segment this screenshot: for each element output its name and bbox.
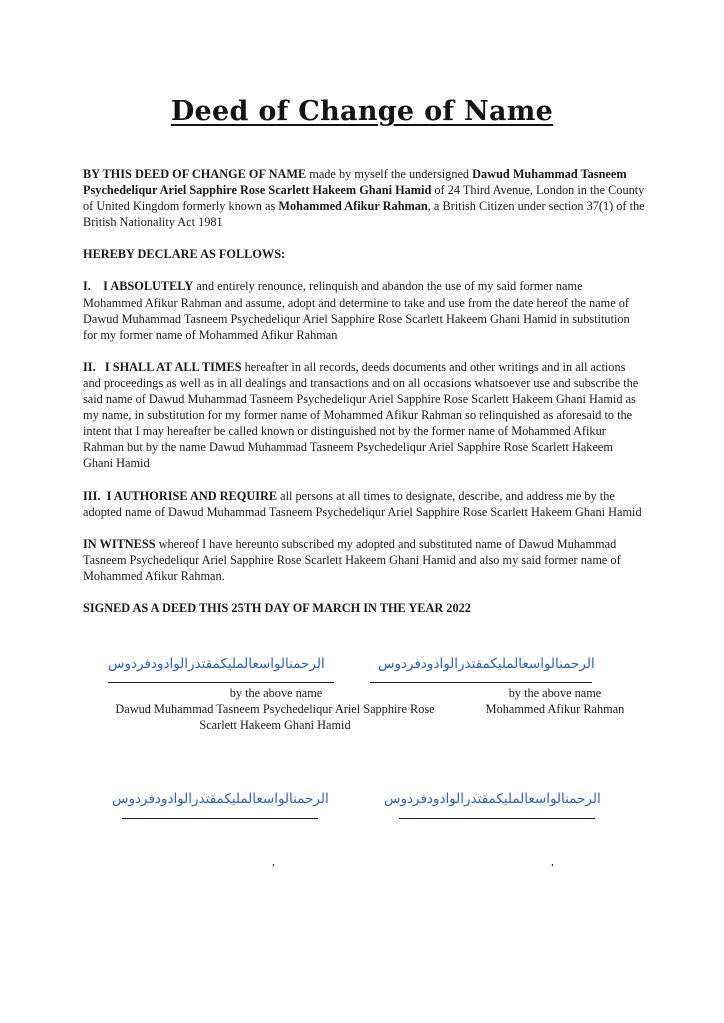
signature-left: الرحمنالواسعالمليكمقتدرالوادودفردوس bbox=[108, 656, 325, 672]
by-label-left: by the above name bbox=[229, 686, 323, 700]
witness-line-left bbox=[122, 818, 318, 819]
intro-text-3: , a British Citizen under section 37(1) of the British Nationality Act 1981 bbox=[83, 199, 645, 230]
witness-comma-right: , bbox=[551, 854, 554, 868]
intro-paragraph bbox=[83, 166, 645, 230]
declare-heading: HEREBY DECLARE AS FOLLOWS: bbox=[83, 247, 286, 262]
clause-3 bbox=[83, 488, 645, 520]
witness-line-right bbox=[399, 818, 595, 819]
clause-1-text: and entirely renounce, relinquish and abandon the use of my said former name Mohammed Afikur Rahman and assume, adopt and determine to take and use from the date hereof the name of Dawud Muhammad Tasneem Psychedeliqur Ariel Sapphire Rose Scarlett Hakeem Ghani Hamid in substitution for my former name of Mohammed Afikur Rahman bbox=[83, 279, 630, 342]
title-text: Deed of Change of Name bbox=[170, 96, 554, 127]
intro-text-1: made by myself the undersigned bbox=[306, 167, 473, 181]
old-name: Mohammed Afikur Rahman bbox=[278, 199, 428, 214]
witness-signature-left: الرحمنالواسعالمليكمقتدرالوادودفردوس bbox=[112, 791, 329, 807]
intro-lead: BY THIS DEED OF CHANGE OF NAME bbox=[83, 167, 307, 181]
clause-2 bbox=[83, 359, 645, 472]
signature-right: الرحمنالواسعالمليكمقتدرالوادودفردوس bbox=[378, 656, 595, 672]
new-name: Dawud Muhammad Tasneem Psychedeliqur Ariel Sapphire Rose Scarlett Hakeem Ghani Hamid bbox=[83, 167, 627, 198]
clause-1 bbox=[83, 278, 645, 342]
witness-paragraph bbox=[83, 536, 645, 584]
by-label-right: by the above name bbox=[508, 686, 602, 700]
clause-2-text: hereafter in all records, deeds documents and other writings and in all actions and proceedings as well as in all dealings and transactions and on all occasions whatsoever use and subscribe the said name of Dawud Muhammad Tasneem Psychedeliqur Ariel Sapphire Rose Scarlett Hakeem Ghani Hamid as my name, in substitution for my former name of Mohammed Afikur Rahman so relinquished as aforesaid to the intent that I may hereafter be called known or distinguished not by the former name of Mohammed Afikur Rahman but by the name Dawud Muhammad Tasneem Psychedeliqur Ariel Sapphire Rose Scarlett Hakeem Ghani Hamid bbox=[83, 359, 639, 471]
signed-line: SIGNED AS A DEED THIS 25TH DAY OF MARCH IN THE YEAR 2022 bbox=[83, 600, 471, 615]
signatory-name-right: Mohammed Afikur Rahman bbox=[485, 702, 625, 716]
signature-line-right bbox=[370, 682, 592, 683]
deed-body bbox=[83, 166, 645, 632]
witness-comma-left: , bbox=[272, 854, 275, 868]
witness-signature-right: الرحمنالواسعالمليكمقتدرالوادودفردوس bbox=[384, 791, 601, 807]
clause-2-lead: II. I SHALL AT ALL TIMES bbox=[83, 359, 242, 374]
document-title bbox=[0, 96, 724, 127]
clause-3-lead: III. I AUTHORISE AND REQUIRE bbox=[83, 488, 278, 503]
witness-text: whereof I have hereunto subscribed my adopted and substituted name of Dawud Muhammad Tasneem Psychedeliqur Ariel Sapphire Rose Scarlett Hakeem Ghani Hamid and also my said former name of Mohammed Afikur Rahman. bbox=[83, 536, 621, 583]
signature-line-left bbox=[108, 682, 334, 683]
intro-text-2: of 24 Third Avenue, London in the County of United Kingdom formerly known as bbox=[83, 183, 645, 214]
clause-3-text: all persons at all times to designate, describe, and address me by the adopted name of Dawud Muhammad Tasneem Psychedeliqur Ariel Sapphire Rose Scarlett Hakeem Ghani Hamid bbox=[83, 488, 642, 519]
clause-1-lead: I. I ABSOLUTELY bbox=[83, 279, 194, 294]
witness-lead: IN WITNESS bbox=[83, 536, 156, 551]
signatory-name-left: Dawud Muhammad Tasneem Psychedeliqur Ariel Sapphire Rose Scarlett Hakeem Ghani Hamid bbox=[115, 702, 435, 732]
